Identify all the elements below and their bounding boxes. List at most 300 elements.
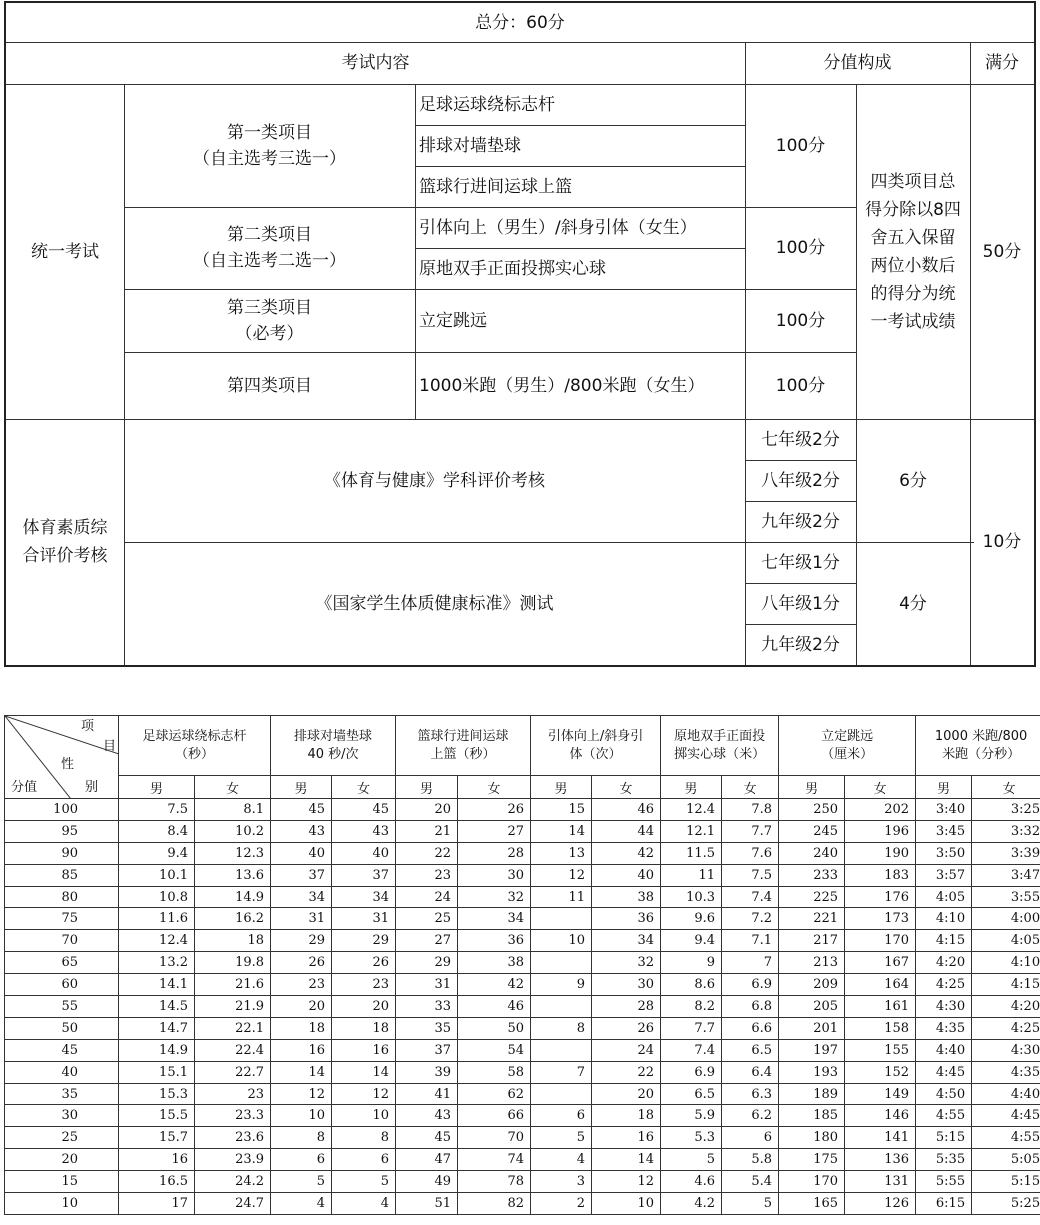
- table-cell: 58: [458, 1061, 531, 1083]
- table-row: [5, 799, 1040, 821]
- table-cell: 4:30: [972, 1039, 1040, 1061]
- item-run: 1000米跑（男生）/800米跑（女生）: [419, 375, 705, 396]
- table-cell: 6.4: [722, 1061, 779, 1083]
- score-value: 85: [5, 864, 119, 886]
- table-cell: 18: [195, 930, 271, 952]
- score-value: 90: [5, 842, 119, 864]
- category-2-score: 100分: [775, 238, 826, 258]
- table-cell: 14: [271, 1061, 332, 1083]
- item-volleyball: 排球对墙垫球: [419, 135, 521, 156]
- pe-health-assessment: 《体育与健康》学科评价考核: [324, 470, 545, 491]
- table-cell: 5:55: [916, 1171, 972, 1193]
- item-medicine-ball: 原地双手正面投掷实心球: [419, 258, 606, 279]
- table-cell: 44: [592, 820, 661, 842]
- table-cell: 233: [779, 864, 845, 886]
- table-cell: 4:25: [916, 974, 972, 996]
- table-cell: 12: [332, 1083, 396, 1105]
- table-cell: 12: [531, 864, 592, 886]
- table-cell: 20: [332, 996, 396, 1018]
- table-cell: 5:15: [916, 1127, 972, 1149]
- fitness-subtotal: 4分: [899, 593, 927, 614]
- table-cell: 32: [458, 886, 531, 908]
- table-cell: 8.1: [195, 799, 271, 821]
- table-cell: 28: [458, 842, 531, 864]
- table-cell: 38: [458, 952, 531, 974]
- score-standard-table: [4, 715, 1040, 1215]
- gender-male: 男: [531, 776, 592, 799]
- col-title: 1000 米跑/800: [934, 728, 1028, 744]
- table-cell: 46: [458, 996, 531, 1018]
- table-cell: 205: [779, 996, 845, 1018]
- table-cell: 6.9: [661, 1061, 722, 1083]
- table-cell: 10.8: [119, 886, 195, 908]
- rule-line: 的得分为统: [870, 283, 956, 304]
- score-value: 30: [5, 1105, 119, 1127]
- table-row: [5, 1017, 1040, 1039]
- table-cell: 18: [592, 1105, 661, 1127]
- table-cell: 158: [845, 1017, 916, 1039]
- table-cell: 42: [592, 842, 661, 864]
- table-cell: 6:15: [916, 1193, 972, 1215]
- table-cell: 5:05: [972, 1149, 1040, 1171]
- table-cell: 16.2: [195, 908, 271, 930]
- table-row: [5, 1193, 1040, 1215]
- table-cell: 46: [592, 799, 661, 821]
- table-cell: 5: [271, 1171, 332, 1193]
- col-standing-jump: [779, 716, 916, 776]
- table-cell: 13: [531, 842, 592, 864]
- table-cell: 149: [845, 1083, 916, 1105]
- table-cell: 5: [531, 1127, 592, 1149]
- category-3: [124, 289, 415, 352]
- col-unit: 40 秒/次: [307, 746, 359, 762]
- table-cell: 51: [396, 1193, 458, 1215]
- table-cell: 43: [332, 820, 396, 842]
- col-title: 原地双手正面投: [674, 728, 766, 744]
- table-cell: 180: [779, 1127, 845, 1149]
- category-3-title: 第三类项目: [227, 297, 312, 318]
- table-cell: 34: [592, 930, 661, 952]
- table-cell: 185: [779, 1105, 845, 1127]
- table-cell: 7: [531, 1061, 592, 1083]
- table-cell: 13.6: [195, 864, 271, 886]
- table-cell: 6.6: [722, 1017, 779, 1039]
- table-cell: 31: [271, 908, 332, 930]
- table-row: [5, 864, 1040, 886]
- gender-male: 男: [779, 776, 845, 799]
- category-1-title: 第一类项目: [227, 122, 312, 143]
- rule-line: 得分除以8四: [865, 199, 961, 220]
- table-cell: 6: [271, 1149, 332, 1171]
- table-cell: 6: [722, 1127, 779, 1149]
- table-cell: 5: [332, 1171, 396, 1193]
- rule-line: 舍五入保留: [870, 227, 956, 248]
- rule-line: 一考试成绩: [870, 311, 956, 332]
- table-cell: 20: [271, 996, 332, 1018]
- table-cell: 26: [332, 952, 396, 974]
- corner-item-2: 目: [103, 739, 117, 754]
- table-cell: 38: [592, 886, 661, 908]
- table-cell: 14.5: [119, 996, 195, 1018]
- table-cell: 19.8: [195, 952, 271, 974]
- col-unit: 掷实心球（米）: [674, 746, 766, 762]
- grade-9-a: 九年级2分: [761, 511, 840, 532]
- category-1-score: 100分: [775, 135, 826, 156]
- table-cell: 14.7: [119, 1017, 195, 1039]
- gender-male: 男: [661, 776, 722, 799]
- grade-8-b: 八年级1分: [761, 593, 840, 614]
- table-cell: 193: [779, 1061, 845, 1083]
- category-2-title: 第二类项目: [227, 225, 312, 245]
- table-row: [5, 908, 1040, 930]
- corner-gender-2: 别: [85, 780, 99, 795]
- table-cell: 10: [592, 1193, 661, 1215]
- score-value: 10: [5, 1193, 119, 1215]
- table-cell: 40: [592, 864, 661, 886]
- table-cell: 43: [396, 1105, 458, 1127]
- table-cell: 4.6: [661, 1171, 722, 1193]
- table-cell: 4:10: [916, 908, 972, 930]
- col-unit: 米跑（分秒）: [942, 746, 1021, 762]
- table-cell: 13.2: [119, 952, 195, 974]
- table-cell: 82: [458, 1193, 531, 1215]
- table-cell: 45: [396, 1127, 458, 1149]
- table-cell: 23: [332, 974, 396, 996]
- table-cell: 5:25: [972, 1193, 1040, 1215]
- table-cell: 9.6: [661, 908, 722, 930]
- table-cell: 14: [332, 1061, 396, 1083]
- table-cell: 39: [396, 1061, 458, 1083]
- col-run: [916, 716, 1040, 776]
- table-cell: 4:25: [972, 1017, 1040, 1039]
- table-cell: 4:55: [916, 1105, 972, 1127]
- col-title: 排球对墙垫球: [294, 728, 373, 744]
- table-cell: 5.9: [661, 1105, 722, 1127]
- table-cell: 23: [195, 1083, 271, 1105]
- table-cell: 6.5: [661, 1083, 722, 1105]
- header-full-score: 满分: [985, 53, 1019, 73]
- table-cell: 10.2: [195, 820, 271, 842]
- score-standard-table-wrapper: [4, 715, 1040, 1215]
- gender-row: [5, 776, 1040, 799]
- score-value: 75: [5, 908, 119, 930]
- table-cell: 22.7: [195, 1061, 271, 1083]
- table-cell: 7.8: [722, 799, 779, 821]
- table-cell: 21.9: [195, 996, 271, 1018]
- category-3-score: 100分: [775, 310, 826, 331]
- table-cell: 12.4: [119, 930, 195, 952]
- table-cell: 7.5: [722, 864, 779, 886]
- table-cell: 4:45: [972, 1105, 1040, 1127]
- score-value: 45: [5, 1039, 119, 1061]
- table-cell: 4: [531, 1149, 592, 1171]
- category-2-note: （自主选考二选一）: [193, 251, 346, 271]
- table-cell: 15.3: [119, 1083, 195, 1105]
- table-cell: 22: [396, 842, 458, 864]
- table-row: [5, 1127, 1040, 1149]
- score-rows: [5, 799, 1040, 1215]
- gender-male: 男: [396, 776, 458, 799]
- table-cell: 3:45: [916, 820, 972, 842]
- corner-header: [5, 716, 119, 799]
- unified-full-score: 50分: [982, 241, 1022, 262]
- table-cell: 12.3: [195, 842, 271, 864]
- table-cell: 62: [458, 1083, 531, 1105]
- table-cell: 4.2: [661, 1193, 722, 1215]
- table-cell: 20: [396, 799, 458, 821]
- item-pullup: 引体向上（男生）/斜身引体（女生）: [419, 217, 697, 238]
- table-cell: 209: [779, 974, 845, 996]
- table-cell: 175: [779, 1149, 845, 1171]
- table-cell: 37: [396, 1039, 458, 1061]
- table-cell: 4:40: [972, 1083, 1040, 1105]
- col-title: 篮球行进间运球: [417, 728, 509, 744]
- grade-9-b: 九年级2分: [761, 634, 840, 655]
- gender-male: 男: [271, 776, 332, 799]
- table-cell: 49: [396, 1171, 458, 1193]
- col-title: 引体向上/斜身引: [547, 728, 644, 744]
- table-cell: 6: [332, 1149, 396, 1171]
- table-row: [5, 886, 1040, 908]
- table-cell: 3:39: [972, 842, 1040, 864]
- table-cell: 34: [458, 908, 531, 930]
- table-cell: 4:55: [972, 1127, 1040, 1149]
- table-cell: 165: [779, 1193, 845, 1215]
- gender-male: 男: [916, 776, 972, 799]
- table-cell: 12: [271, 1083, 332, 1105]
- table-cell: 6.9: [722, 974, 779, 996]
- table-cell: 24.2: [195, 1171, 271, 1193]
- table-cell: 3:47: [972, 864, 1040, 886]
- table-cell: 18: [332, 1017, 396, 1039]
- table-cell: 5.8: [722, 1149, 779, 1171]
- rule-line: 四类项目总: [870, 171, 956, 192]
- table-cell: 10: [531, 930, 592, 952]
- table-cell: 26: [458, 799, 531, 821]
- table-row: [5, 842, 1040, 864]
- col-unit: 上篮（秒）: [430, 746, 496, 762]
- table-cell: 4:00: [972, 908, 1040, 930]
- header-row: [5, 716, 1040, 776]
- corner-score: 分值: [11, 780, 38, 795]
- table-cell: 37: [271, 864, 332, 886]
- score-value: 100: [5, 799, 119, 821]
- table-cell: 12.1: [661, 820, 722, 842]
- table-cell: 170: [779, 1171, 845, 1193]
- table-cell: 16: [119, 1149, 195, 1171]
- table-cell: 3:55: [972, 886, 1040, 908]
- table-row: [5, 996, 1040, 1018]
- table-cell: 11.6: [119, 908, 195, 930]
- table-cell: 4:30: [916, 996, 972, 1018]
- table-cell: 3:25: [972, 799, 1040, 821]
- gender-female: 女: [722, 776, 779, 799]
- table-cell: 201: [779, 1017, 845, 1039]
- table-cell: 4:20: [916, 952, 972, 974]
- table-cell: 7.7: [661, 1017, 722, 1039]
- table-cell: 14: [592, 1149, 661, 1171]
- table-row: [5, 820, 1040, 842]
- table-cell: 4:10: [972, 952, 1040, 974]
- category-2: [124, 207, 415, 289]
- gender-female: 女: [195, 776, 271, 799]
- table-cell: 27: [458, 820, 531, 842]
- table-cell: 14.9: [195, 886, 271, 908]
- table-cell: 4:05: [972, 930, 1040, 952]
- exam-structure-table: [4, 1, 1036, 667]
- table-cell: 23.3: [195, 1105, 271, 1127]
- table-cell: 4:35: [916, 1017, 972, 1039]
- grade-7-b: 七年级1分: [761, 552, 840, 573]
- score-value: 95: [5, 820, 119, 842]
- category-4-score: 100分: [775, 375, 826, 396]
- table-cell: 9.4: [661, 930, 722, 952]
- table-cell: 34: [332, 886, 396, 908]
- table-cell: 24: [396, 886, 458, 908]
- table-cell: 74: [458, 1149, 531, 1171]
- table-cell: [531, 952, 592, 974]
- gender-male: 男: [119, 776, 195, 799]
- table-cell: 43: [271, 820, 332, 842]
- table-cell: 6.2: [722, 1105, 779, 1127]
- table-cell: 170: [845, 930, 916, 952]
- table-cell: 23: [271, 974, 332, 996]
- table-cell: 7.4: [661, 1039, 722, 1061]
- table-cell: 5: [661, 1149, 722, 1171]
- table-cell: 47: [396, 1149, 458, 1171]
- table-cell: 8: [271, 1127, 332, 1149]
- table-row: [5, 930, 1040, 952]
- table-row: [5, 1149, 1040, 1171]
- table-cell: 25: [396, 908, 458, 930]
- gender-female: 女: [458, 776, 531, 799]
- quality-eval-label: [6, 419, 124, 665]
- table-cell: 8.6: [661, 974, 722, 996]
- table-cell: 30: [592, 974, 661, 996]
- table-cell: 7: [722, 952, 779, 974]
- table-cell: 131: [845, 1171, 916, 1193]
- gender-female: 女: [845, 776, 916, 799]
- table-cell: 202: [845, 799, 916, 821]
- col-football: [119, 716, 271, 776]
- table-cell: 2: [531, 1193, 592, 1215]
- table-cell: 11: [531, 886, 592, 908]
- category-1-note: （自主选考三选一）: [193, 148, 346, 169]
- table-row: [5, 952, 1040, 974]
- table-cell: 6.5: [722, 1039, 779, 1061]
- table-cell: 146: [845, 1105, 916, 1127]
- table-cell: 36: [458, 930, 531, 952]
- gender-female: 女: [332, 776, 396, 799]
- item-basketball: 篮球行进间运球上篮: [419, 176, 572, 197]
- table-cell: 12: [592, 1171, 661, 1193]
- table-row: [5, 1039, 1040, 1061]
- table-cell: 245: [779, 820, 845, 842]
- table-cell: 32: [592, 952, 661, 974]
- table-cell: 29: [332, 930, 396, 952]
- table-cell: 12.4: [661, 799, 722, 821]
- corner-gender: 性: [61, 757, 75, 772]
- score-value: 35: [5, 1083, 119, 1105]
- table-cell: 16: [332, 1039, 396, 1061]
- col-medicine-ball: [661, 716, 779, 776]
- table-cell: 141: [845, 1127, 916, 1149]
- table-cell: 4: [332, 1193, 396, 1215]
- table-cell: 45: [271, 799, 332, 821]
- gender-female: 女: [972, 776, 1040, 799]
- national-fitness-test: 《国家学生体质健康标准》测试: [315, 593, 554, 614]
- table-cell: 167: [845, 952, 916, 974]
- col-title: 足球运球绕标志杆: [142, 728, 247, 744]
- table-cell: 14.1: [119, 974, 195, 996]
- col-unit: （秒）: [175, 746, 215, 762]
- table-cell: 23.9: [195, 1149, 271, 1171]
- total-score-title: 总分：60分: [475, 12, 565, 33]
- table-cell: 7.2: [722, 908, 779, 930]
- table-cell: 16: [592, 1127, 661, 1149]
- table-cell: 8: [531, 1017, 592, 1039]
- table-cell: 161: [845, 996, 916, 1018]
- item-football: 足球运球绕标志杆: [419, 94, 555, 115]
- table-cell: 221: [779, 908, 845, 930]
- table-cell: 40: [271, 842, 332, 864]
- table-cell: 34: [271, 886, 332, 908]
- table-cell: 15.7: [119, 1127, 195, 1149]
- table-row: [5, 1171, 1040, 1193]
- table-cell: 9: [661, 952, 722, 974]
- table-cell: 225: [779, 886, 845, 908]
- table-cell: 31: [332, 908, 396, 930]
- table-cell: 21: [396, 820, 458, 842]
- table-cell: 23: [396, 864, 458, 886]
- header-composition: 分值构成: [823, 53, 892, 73]
- table-cell: 3:40: [916, 799, 972, 821]
- table-cell: 78: [458, 1171, 531, 1193]
- category-4-title: 第四类项目: [227, 375, 312, 396]
- gender-female: 女: [592, 776, 661, 799]
- table-cell: 4:40: [916, 1039, 972, 1061]
- col-volleyball: [271, 716, 396, 776]
- table-cell: 197: [779, 1039, 845, 1061]
- category-3-note: （必考）: [235, 323, 304, 344]
- table-cell: 5.4: [722, 1171, 779, 1193]
- table-cell: 23.6: [195, 1127, 271, 1149]
- table-cell: 50: [458, 1017, 531, 1039]
- table-cell: 22.1: [195, 1017, 271, 1039]
- table-cell: 66: [458, 1105, 531, 1127]
- table-cell: 152: [845, 1061, 916, 1083]
- col-unit: 体（次）: [569, 746, 622, 762]
- col-pullup: [531, 716, 661, 776]
- col-unit: （厘米）: [821, 746, 874, 762]
- category-1: [124, 84, 415, 207]
- table-cell: 7.1: [722, 930, 779, 952]
- table-cell: 4:05: [916, 886, 972, 908]
- table-cell: 126: [845, 1193, 916, 1215]
- table-cell: 10: [271, 1105, 332, 1127]
- table-cell: 7.4: [722, 886, 779, 908]
- table-cell: [531, 996, 592, 1018]
- quality-full-score: 10分: [982, 532, 1022, 552]
- table-cell: 42: [458, 974, 531, 996]
- table-cell: 8.4: [119, 820, 195, 842]
- score-value: 80: [5, 886, 119, 908]
- table-cell: 17: [119, 1193, 195, 1215]
- scoring-rule: [856, 84, 970, 419]
- table-cell: 29: [396, 952, 458, 974]
- corner-item: 项: [81, 719, 95, 734]
- score-value: 65: [5, 952, 119, 974]
